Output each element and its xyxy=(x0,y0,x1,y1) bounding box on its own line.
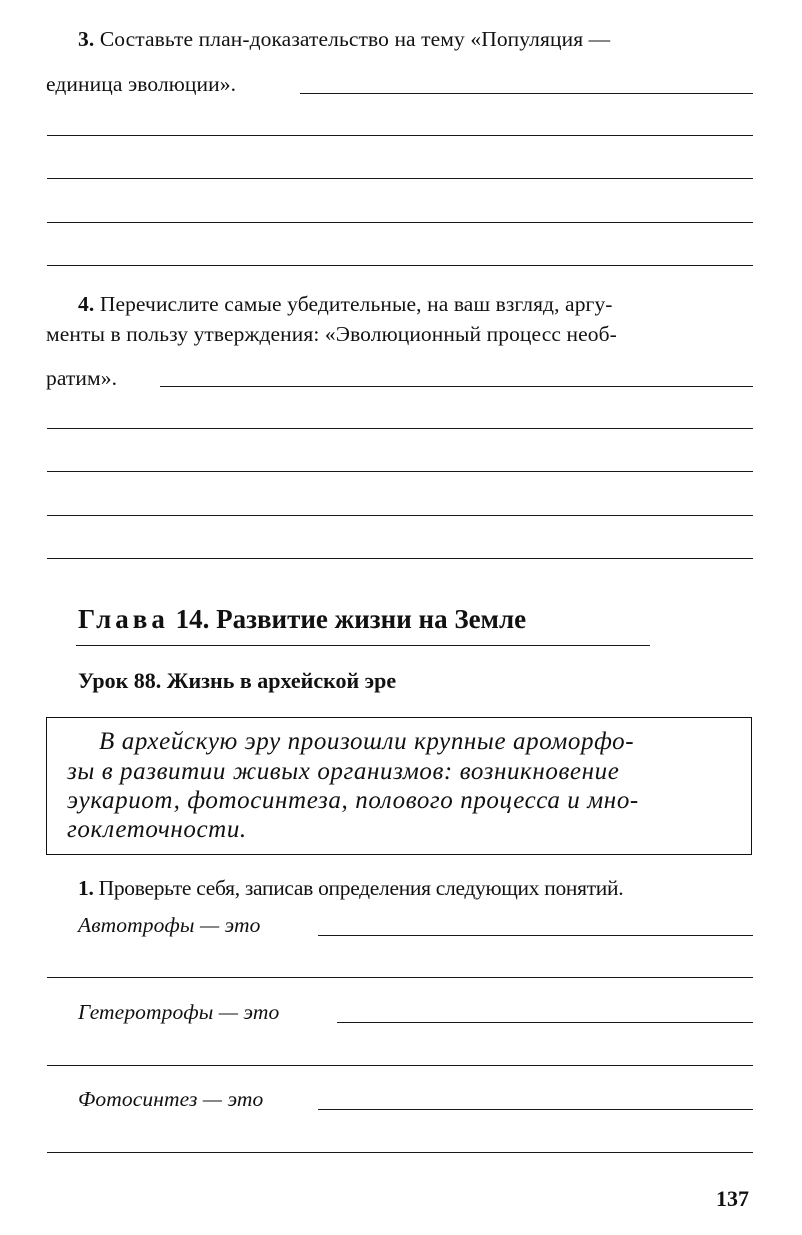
task3-prompt: Составьте план-доказательство на тему «Популяция — xyxy=(99,27,611,51)
answer-line[interactable] xyxy=(47,558,753,559)
task4-number: 4. xyxy=(78,292,95,316)
task3-line1 xyxy=(78,27,610,52)
answer-line[interactable] xyxy=(318,935,753,936)
chapter-divider xyxy=(76,645,650,646)
task3-number: 3. xyxy=(78,27,95,51)
answer-line[interactable] xyxy=(337,1022,753,1023)
answer-line[interactable] xyxy=(47,471,753,472)
answer-line[interactable] xyxy=(318,1109,753,1110)
task4-line1 xyxy=(78,292,613,317)
task3-line2: единица эволюции». xyxy=(46,72,237,96)
answer-line[interactable] xyxy=(300,93,753,94)
answer-line[interactable] xyxy=(47,1065,753,1066)
chapter-heading xyxy=(78,604,526,635)
info-box-line3: эукариот, фотосинтеза, полового процесса и мно- xyxy=(67,787,639,814)
chapter-label: Глава xyxy=(78,604,169,634)
answer-line[interactable] xyxy=(47,515,753,516)
info-box xyxy=(46,717,752,855)
task4-prompt: Перечислите самые убедительные, на ваш взгляд, аргу- xyxy=(99,292,613,316)
term-heterotrophs: Гетеротрофы — это xyxy=(78,1000,280,1024)
answer-line[interactable] xyxy=(47,178,753,179)
info-box-line2: зы в развитии живых организмов: возникновение xyxy=(67,758,620,785)
answer-line[interactable] xyxy=(160,386,753,387)
answer-line[interactable] xyxy=(47,428,753,429)
answer-line[interactable] xyxy=(47,222,753,223)
task4-line3: ратим». xyxy=(46,366,118,390)
task1-line xyxy=(78,876,623,901)
info-box-line1: В архейскую эру произошли крупные ароморфо- xyxy=(99,728,635,755)
task1-number: 1. xyxy=(78,876,94,900)
answer-line[interactable] xyxy=(47,977,753,978)
term-autotrophs: Автотрофы — это xyxy=(78,913,261,937)
page-number: 137 xyxy=(716,1186,749,1211)
answer-line[interactable] xyxy=(47,135,753,136)
lesson-title: Урок 88. Жизнь в архейской эре xyxy=(78,668,397,693)
answer-line[interactable] xyxy=(47,1152,753,1153)
info-box-line4: гоклеточности. xyxy=(67,816,247,843)
chapter-title: 14. Развитие жизни на Земле xyxy=(175,604,527,634)
task1-prompt: Проверьте себя, записав определения следующих понятий. xyxy=(98,876,624,900)
task4-line2: менты в пользу утверждения: «Эволюционный процесс необ- xyxy=(46,322,617,346)
answer-line[interactable] xyxy=(47,265,753,266)
term-photosynthesis: Фотосинтез — это xyxy=(78,1087,264,1111)
